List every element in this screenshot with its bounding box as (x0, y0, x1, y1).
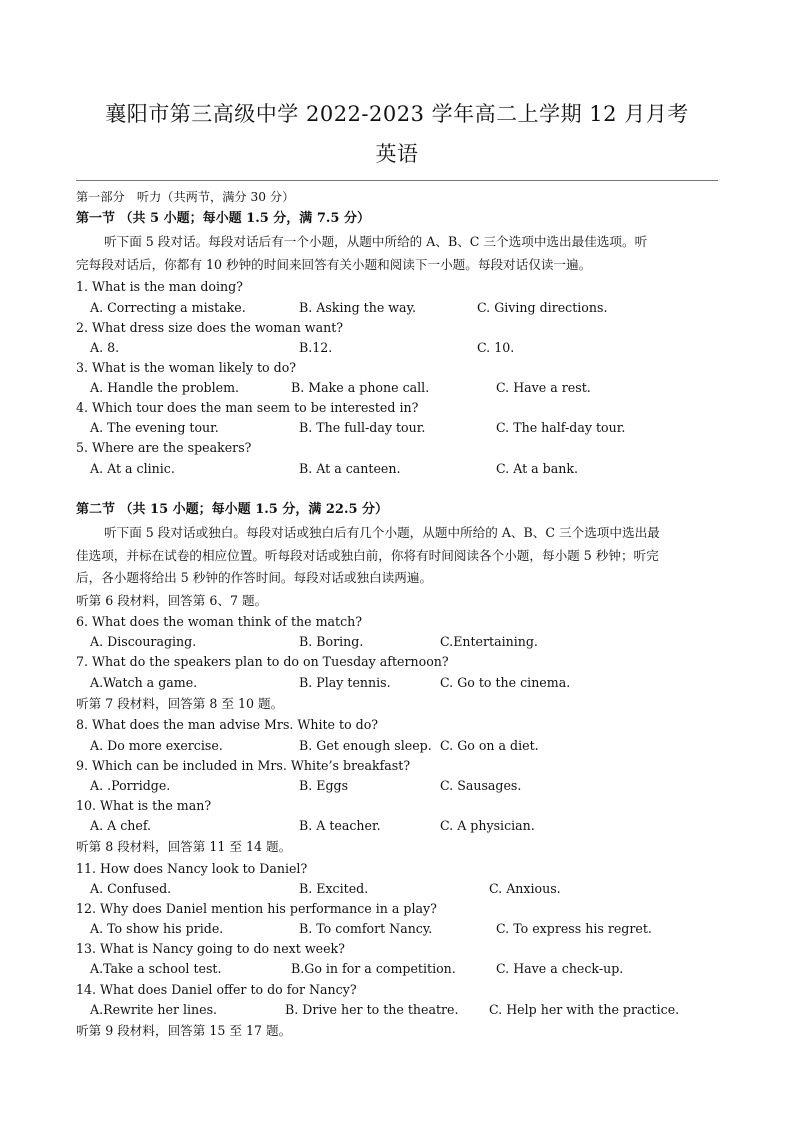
q14-option-b: B. Drive her to the theatre. (285, 1002, 459, 1017)
question-3: 3. What is the woman likely to do? (76, 360, 297, 375)
q3-option-b: B. Make a phone call. (291, 380, 430, 395)
q8-option-c: C. Go on a diet. (440, 738, 539, 753)
q13-option-c: C. Have a check-up. (496, 961, 624, 976)
question-5: 5. Where are the speakers? (76, 440, 252, 455)
question-12: 12. Why does Daniel mention his performance in a play? (76, 901, 437, 916)
q8-option-a: A. Do more exercise. (90, 738, 223, 753)
question-9: 9. Which can be included in Mrs. White’s breakfast? (76, 758, 411, 773)
q7-option-b: B. Play tennis. (299, 675, 391, 690)
q11-option-a: A. Confused. (90, 881, 172, 896)
q5-option-b: B. At a canteen. (299, 461, 401, 476)
question-14: 14. What does Daniel offer to do for Nancy? (76, 982, 357, 997)
q3-option-c: C. Have a rest. (496, 380, 591, 395)
q14-option-c: C. Help her with the practice. (489, 1002, 680, 1017)
q12-option-a: A. To show his pride. (90, 921, 224, 936)
q2-option-b: B.12. (299, 340, 333, 355)
q9-option-b: B. Eggs (299, 778, 349, 793)
section2-heading: 第二节 （共 15 小题；每小题 1.5 分，满 22.5 分） (76, 502, 389, 517)
q14-option-a: A.Rewrite her lines. (90, 1002, 218, 1017)
q9-option-a: A. .Porridge. (90, 778, 171, 793)
q7-option-a: A.Watch a game. (90, 675, 198, 690)
exam-title: 襄阳市第三高级中学 2022-2023 学年高二上学期 12 月月考 (105, 102, 689, 126)
header-divider (76, 180, 718, 181)
q1-option-a: A. Correcting a mistake. (90, 300, 246, 315)
material-9-note: 听第 9 段材料，回答第 15 至 17 题。 (76, 1023, 292, 1038)
q5-option-a: A. At a clinic. (90, 461, 175, 476)
question-8: 8. What does the man advise Mrs. White to do? (76, 717, 379, 732)
section1-instructions-2: 完每段对话后，你都有 10 秒钟的时间来回答有关小题和阅读下一小题。每段对话仅读一遍。 (76, 257, 592, 272)
q7-option-c: C. Go to the cinema. (440, 675, 571, 690)
exam-subject: 英语 (375, 142, 419, 166)
q3-option-a: A. Handle the problem. (90, 380, 240, 395)
q4-option-c: C. The half-day tour. (496, 420, 626, 435)
q4-option-a: A. The evening tour. (90, 420, 219, 435)
q8-option-b: B. Get enough sleep. (299, 738, 432, 753)
section1-heading: 第一节 （共 5 小题；每小题 1.5 分，满 7.5 分） (76, 211, 370, 226)
q2-option-a: A. 8. (90, 340, 120, 355)
question-6: 6. What does the woman think of the match? (76, 614, 363, 629)
q12-option-b: B. To comfort Nancy. (299, 921, 433, 936)
q12-option-c: C. To express his regret. (496, 921, 652, 936)
q1-option-c: C. Giving directions. (477, 300, 608, 315)
material-8-note: 听第 8 段材料，回答第 11 至 14 题。 (76, 839, 292, 854)
question-13: 13. What is Nancy going to do next week? (76, 941, 345, 956)
section2-instructions-3: 后，各小题将给出 5 秒钟的作答时间。每段对话或独白读两遍。 (76, 570, 433, 585)
question-1: 1. What is the man doing? (76, 279, 243, 294)
q10-option-a: A. A chef. (90, 818, 152, 833)
q10-option-b: B. A teacher. (299, 818, 381, 833)
q1-option-b: B. Asking the way. (299, 300, 417, 315)
material-6-note: 听第 6 段材料，回答第 6、7 题。 (76, 593, 268, 608)
part1-heading: 第一部分 听力（共两节，满分 30 分） (76, 190, 295, 204)
q11-option-b: B. Excited. (299, 881, 369, 896)
material-7-note: 听第 7 段材料，回答第 8 至 10 题。 (76, 696, 284, 711)
q10-option-c: C. A physician. (440, 818, 535, 833)
section2-instructions-1: 听下面 5 段对话或独白。每段对话或独白后有几个小题，从题中所给的 A、B、C 三个选项中选出最 (104, 525, 660, 540)
q5-option-c: C. At a bank. (496, 461, 578, 476)
q4-option-b: B. The full-day tour. (299, 420, 426, 435)
q6-option-c: C.Entertaining. (440, 634, 538, 649)
q6-option-a: A. Discouraging. (90, 634, 197, 649)
q2-option-c: C. 10. (477, 340, 515, 355)
question-4: 4. Which tour does the man seem to be interested in? (76, 400, 419, 415)
question-2: 2. What dress size does the woman want? (76, 320, 344, 335)
question-10: 10. What is the man? (76, 798, 212, 813)
q11-option-c: C. Anxious. (489, 881, 561, 896)
section2-instructions-2: 佳选项，并标在试卷的相应位置。听每段对话或独白前，你将有时间阅读各个小题，每小题 5 秒钟；听完 (76, 548, 659, 563)
section1-instructions-1: 听下面 5 段对话。每段对话后有一个小题，从题中所给的 A、B、C 三个选项中选出最佳选项。听 (104, 234, 648, 249)
q6-option-b: B. Boring. (299, 634, 364, 649)
question-11: 11. How does Nancy look to Daniel? (76, 861, 308, 876)
question-7: 7. What do the speakers plan to do on Tuesday afternoon? (76, 654, 449, 669)
q13-option-b: B.Go in for a competition. (291, 961, 456, 976)
q13-option-a: A.Take a school test. (90, 961, 222, 976)
q9-option-c: C. Sausages. (440, 778, 522, 793)
